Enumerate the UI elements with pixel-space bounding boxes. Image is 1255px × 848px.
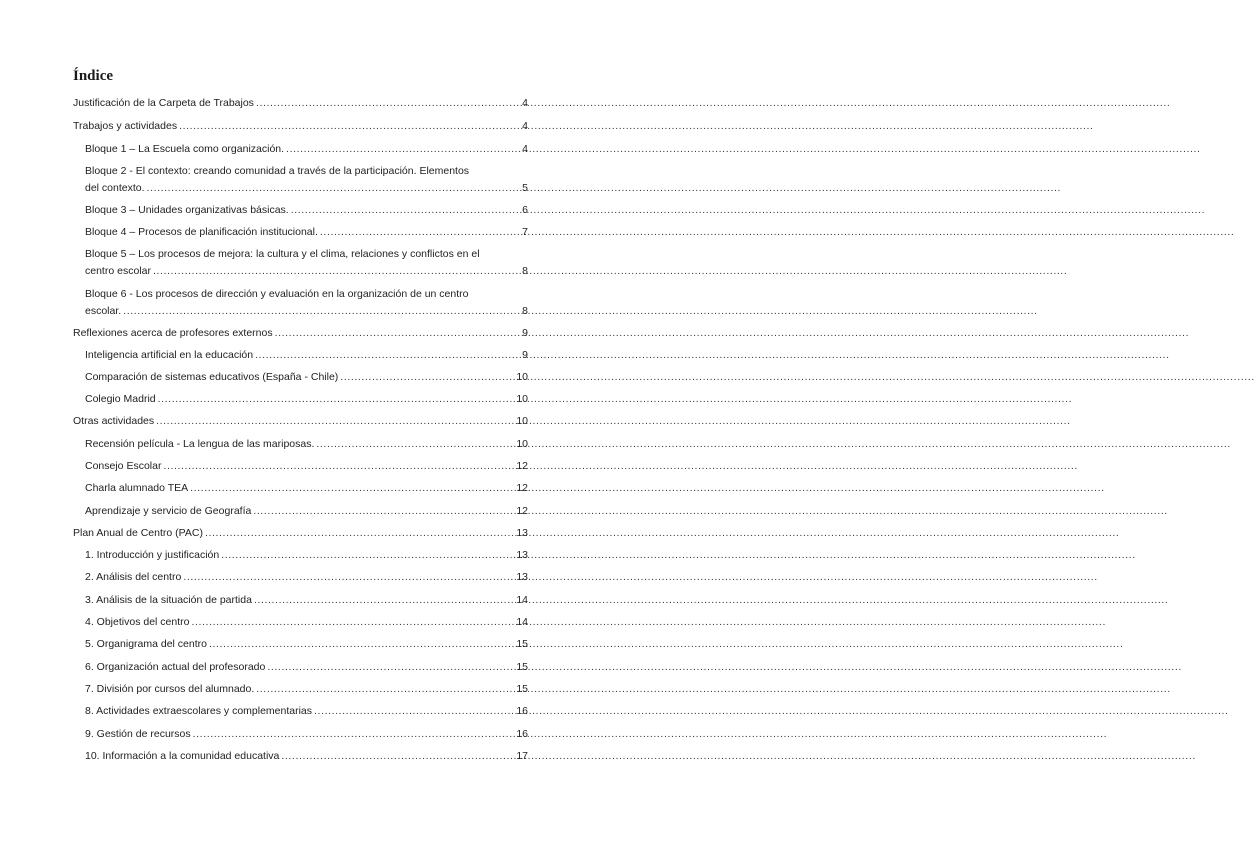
leader-dots: [314, 704, 514, 719]
toc-entry[interactable]: [85, 548, 528, 563]
toc-entry[interactable]: [73, 526, 528, 541]
toc-entry[interactable]: [85, 164, 528, 196]
toc-entry-label-line1: Bloque 5 – Los procesos de mejora: la cultura y el clima, relaciones y conflictos en el: [85, 248, 480, 260]
toc-entry[interactable]: [85, 437, 528, 452]
toc-entry-page: 13: [516, 571, 528, 583]
leader-dots: [158, 392, 515, 407]
toc-entry-label: Inteligencia artificial en la educación: [85, 349, 254, 361]
leader-dots: [183, 570, 514, 585]
toc-entry-page: 8: [522, 265, 528, 277]
leader-dots: [205, 526, 514, 541]
toc-entry-page: 4: [522, 97, 528, 109]
toc-entry-label: Trabajos y actividades: [73, 120, 178, 132]
toc-entry[interactable]: [73, 96, 528, 111]
toc-entry-page: 10: [516, 438, 528, 450]
toc-entry[interactable]: [85, 203, 528, 218]
leader-dots: [267, 660, 514, 675]
toc-entry-label-line1: Bloque 2 - El contexto: creando comunidad a través de la participación. Elementos: [85, 165, 470, 177]
toc-entry-page: 13: [516, 549, 528, 561]
leader-dots: [281, 749, 514, 764]
toc-entry-label: Bloque 4 – Procesos de planificación institucional.: [85, 226, 318, 238]
toc-entry-page: 8: [522, 305, 528, 317]
toc-entry-page: 15: [516, 661, 528, 673]
leader-dots: [320, 225, 520, 240]
toc-entry[interactable]: [85, 570, 528, 585]
toc-entry-label: Charla alumnado TEA: [85, 482, 189, 494]
leader-dots: [340, 370, 514, 385]
toc-entry-page: 6: [522, 204, 528, 216]
toc-entry-page: 16: [516, 728, 528, 740]
toc-entry-page: 5: [522, 182, 528, 194]
toc-entry-label: Bloque 1 – La Escuela como organización.: [85, 143, 285, 155]
toc-entry-label: 4. Objetivos del centro: [85, 616, 190, 628]
toc-entry-label: 3. Análisis de la situación de partida: [85, 594, 252, 606]
toc-entry-page: 15: [516, 638, 528, 650]
toc-entry[interactable]: [85, 660, 528, 675]
toc-entry[interactable]: [85, 459, 528, 474]
leader-dots: [179, 119, 520, 134]
leader-dots: [256, 96, 520, 111]
leader-dots: [209, 637, 514, 652]
toc-entry-label: Comparación de sistemas educativos (España - Chile): [85, 371, 339, 383]
leader-dots: [156, 414, 514, 429]
toc-entry-label: Justificación de la Carpeta de Trabajos: [73, 97, 254, 109]
leader-dots: [291, 203, 520, 218]
toc-entry-page: 16: [516, 705, 528, 717]
toc-entry-page: 9: [522, 327, 528, 339]
toc-entry-label: 1. Introducción y justificación: [85, 549, 220, 561]
toc-entry[interactable]: [85, 348, 528, 363]
toc-entry[interactable]: [85, 682, 528, 697]
toc-entry-label: Consejo Escolar: [85, 460, 162, 472]
leader-dots: [255, 348, 520, 363]
leader-dots: [286, 142, 520, 157]
toc-entry-page: 4: [522, 120, 528, 132]
toc-entry[interactable]: [73, 414, 528, 429]
toc-entry-label: 8. Actividades extraescolares y complementarias: [85, 705, 313, 717]
document-page: [0, 0, 600, 848]
toc-entry[interactable]: [85, 704, 528, 719]
toc-entry[interactable]: [85, 287, 528, 319]
toc-entry-page: 14: [516, 594, 528, 606]
toc-entry-label-line1: Bloque 6 - Los procesos de dirección y evaluación en la organización de un centro: [85, 288, 469, 300]
toc-entry-page: 12: [516, 460, 528, 472]
toc-entry-label: escolar.: [85, 305, 122, 317]
toc-entry-label: Bloque 3 – Unidades organizativas básicas.: [85, 204, 289, 216]
toc-entry-label: 10. Información a la comunidad educativa: [85, 750, 280, 762]
leader-dots: [123, 304, 520, 319]
toc-entry-page: 10: [516, 371, 528, 383]
toc-entry-page: 10: [516, 393, 528, 405]
toc-entry-label: Otras actividades: [73, 415, 155, 427]
toc-entry[interactable]: [73, 326, 528, 341]
toc-entry-label: Aprendizaje y servicio de Geografía: [85, 505, 252, 517]
toc-entry-page: 9: [522, 349, 528, 361]
leader-dots: [254, 593, 514, 608]
toc-entry-page: 10: [516, 415, 528, 427]
toc-entry[interactable]: [85, 637, 528, 652]
leader-dots: [193, 727, 515, 742]
leader-dots: [190, 481, 514, 496]
toc-entry-label: 6. Organización actual del profesorado: [85, 661, 266, 673]
toc-entry-page: 14: [516, 616, 528, 628]
toc-entry-label: Colegio Madrid: [85, 393, 156, 405]
toc-entry[interactable]: [85, 142, 528, 157]
toc-entry[interactable]: [85, 247, 528, 279]
toc-entry-label: 2. Análisis del centro: [85, 571, 182, 583]
toc-entry[interactable]: [85, 749, 528, 764]
leader-dots: [153, 264, 520, 279]
toc-entry-label: Recensión película - La lengua de las mariposas.: [85, 438, 315, 450]
toc-entry-page: 12: [516, 482, 528, 494]
toc-entry[interactable]: [85, 727, 528, 742]
toc-title: Índice: [73, 68, 114, 84]
toc-entry-page: 15: [516, 683, 528, 695]
leader-dots: [316, 437, 514, 452]
toc-entry-page: 12: [516, 505, 528, 517]
toc-entry-label: 7. División por cursos del alumnado.: [85, 683, 255, 695]
toc-entry-label: 5. Organigrama del centro: [85, 638, 207, 650]
toc-entry-label: centro escolar: [85, 265, 151, 277]
toc-entry[interactable]: [85, 370, 528, 385]
toc-entry[interactable]: [85, 615, 528, 630]
toc-entry-page: 7: [522, 226, 528, 238]
toc-entry-page: 17: [516, 750, 528, 762]
toc-entry-label: del contexto.: [85, 182, 145, 194]
toc-entry[interactable]: [85, 481, 528, 496]
toc-entry[interactable]: [85, 593, 528, 608]
toc-entry-page: 13: [516, 527, 528, 539]
toc-entry[interactable]: [73, 119, 528, 134]
toc-entry[interactable]: [85, 225, 528, 240]
leader-dots: [191, 615, 514, 630]
leader-dots: [256, 682, 514, 697]
leader-dots: [253, 504, 514, 519]
toc-entry[interactable]: [85, 504, 528, 519]
leader-dots: [275, 326, 521, 341]
toc-entry-label: 9. Gestión de recursos: [85, 728, 191, 740]
toc-entry-label: Plan Anual de Centro (PAC): [73, 527, 203, 539]
toc-entry-page: 4: [522, 143, 528, 155]
toc-entry-label: Reflexiones acerca de profesores externos: [73, 327, 273, 339]
leader-dots: [147, 181, 521, 196]
toc-entry[interactable]: [85, 392, 528, 407]
leader-dots: [163, 459, 514, 474]
leader-dots: [221, 548, 514, 563]
